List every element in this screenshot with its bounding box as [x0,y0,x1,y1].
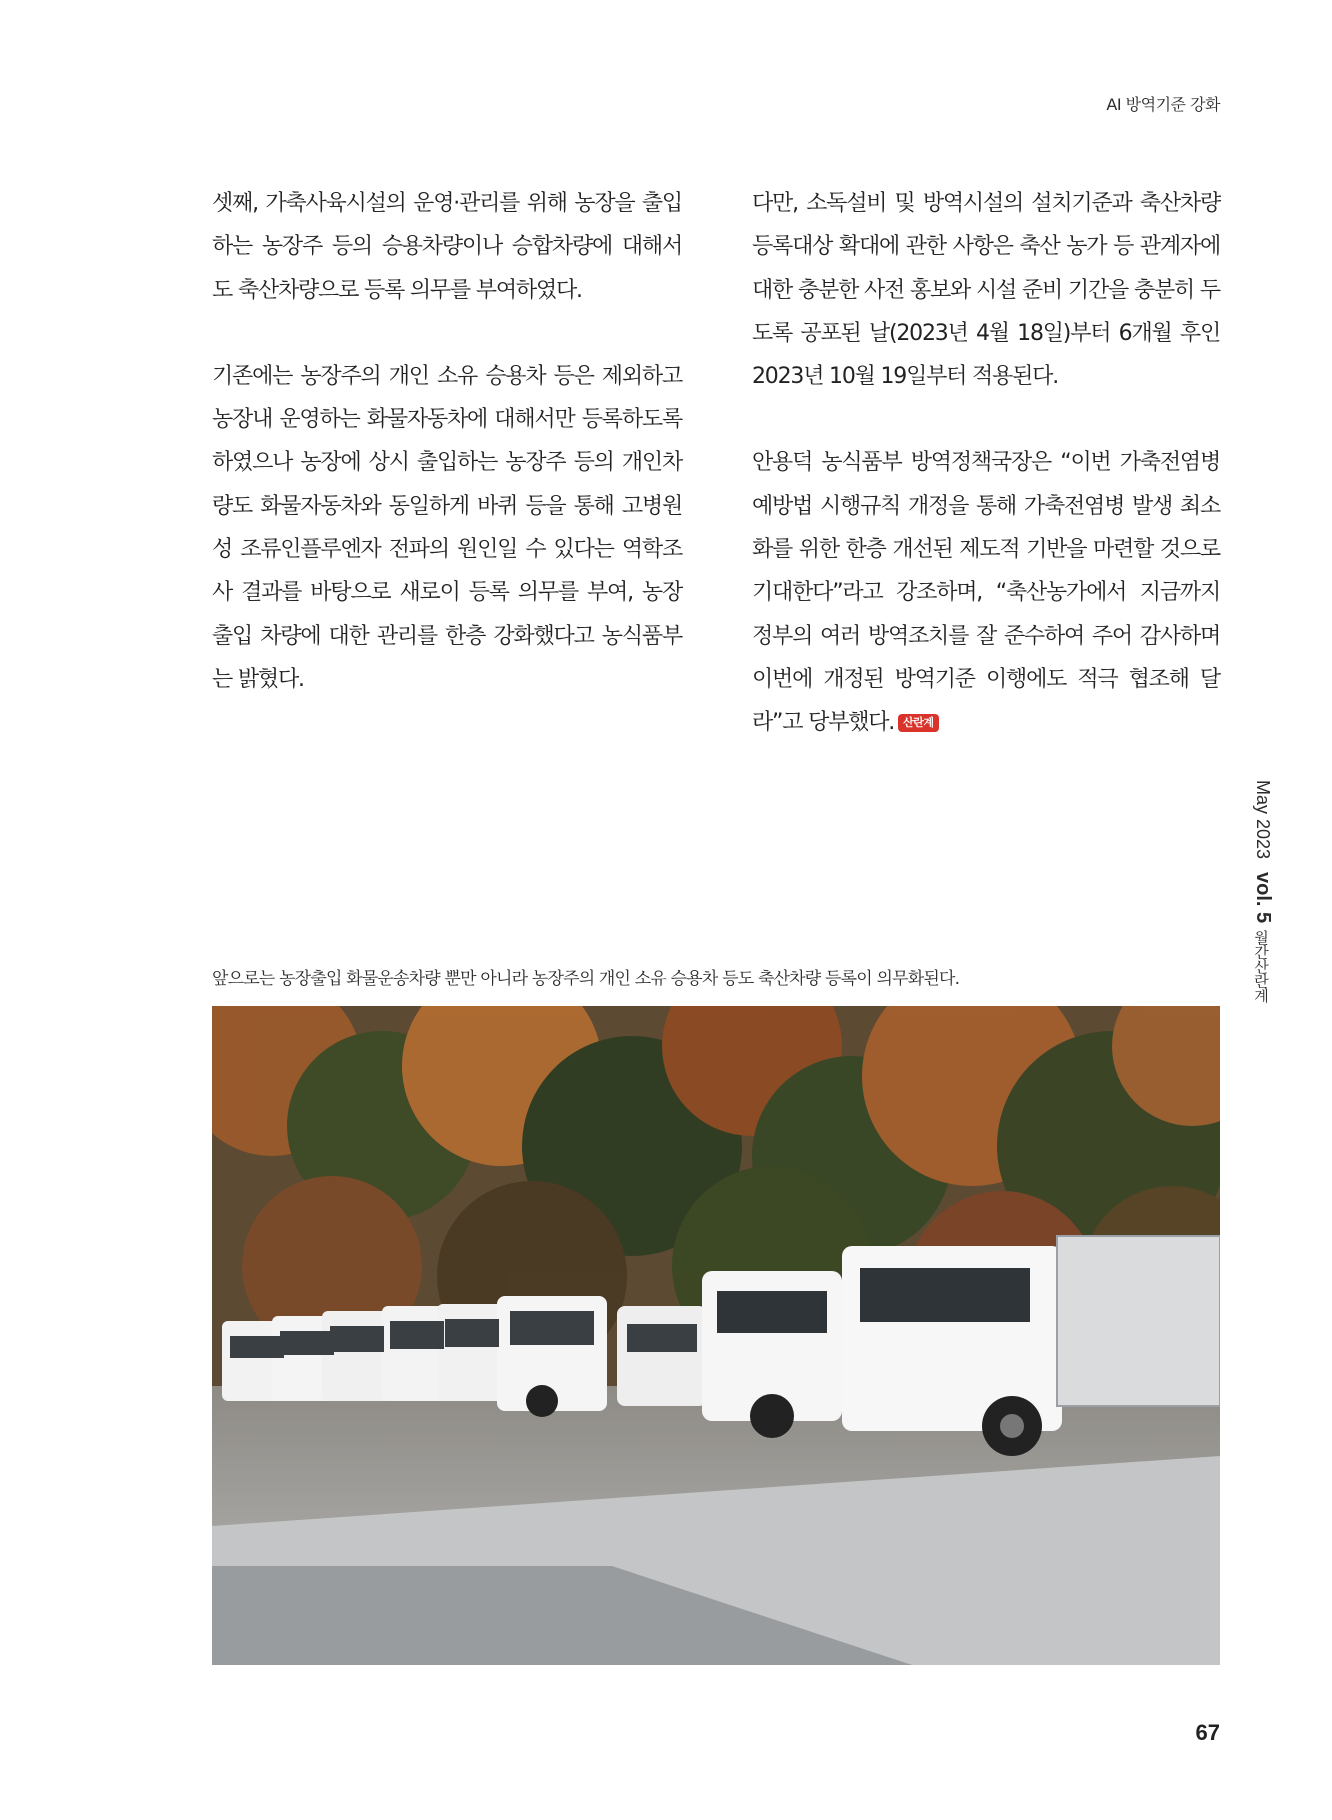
paragraph: 다만, 소독설비 및 방역시설의 설치기준과 축산차량 등록대상 확대에 관한 사항은 축산 농가 등 관계자에 대한 충분한 사전 홍보와 시설 준비 기간을 충분히 두도록 공포된 날(2023년 4월 18일)부터 6개월 후인 2023년 10월 19일부터 적용된다. [752,191,1220,390]
end-mark-logo: 산란계 [898,714,938,732]
left-column [212,182,682,701]
section-label: AI 방역기준 강화 [1106,95,1220,114]
magazine-title: 월간산란계 [1252,930,1270,1003]
photo-caption: 앞으로는 농장출입 화물운송차량 뿐만 아니라 농장주의 개인 소유 승용차 등도 축산차량 등록이 의무화된다. [212,969,960,989]
paragraph: 기존에는 농장주의 개인 소유 승용차 등은 제외하고 농장내 운영하는 화물자동차에 대해서만 등록하도록 하였으나 농장에 상시 출입하는 농장주 등의 개인차량도 화물자동차와 동일하게 바퀴 등을 통해 고병원성 조류인플루엔자 전파의 원인일 수 있다는 역학조사 결과를 바탕으로 새로이 등록 의무를 부여, 농장 출입 차량에 대한 관리를 한층 강화했다고 농식품부는 밝혔다. [212,363,682,692]
right-column [752,182,1220,745]
paragraph-text: 안용덕 농식품부 방역정책국장은 “이번 가축전염병 예방법 시행규칙 개정을 통해 가축전염병 발생 최소화를 위한 한층 개선된 제도적 기반을 마련할 것으로 기대한다”라고 강조하며, “축산농가에서 지금까지 정부의 여러 방역조치를 잘 준수하여 주어 감사하며 이번에 개정된 방역기준 이행에도 적극 협조해 달라”고 당부했다. [752,450,1220,736]
paragraph [752,441,1220,744]
paragraph: 셋째, 가축사육시설의 운영·관리를 위해 농장을 출입하는 농장주 등의 승용차량이나 승합차량에 대해서도 축산차량으로 등록 의무를 부여하였다. [212,191,682,303]
trucks-photo [212,1006,1220,1665]
page-number: 67 [1195,1720,1220,1745]
issue-date: May 2023 [1253,780,1273,860]
volume-label: vol. 5 [1252,872,1274,924]
issue-sidebar [1244,780,1274,923]
